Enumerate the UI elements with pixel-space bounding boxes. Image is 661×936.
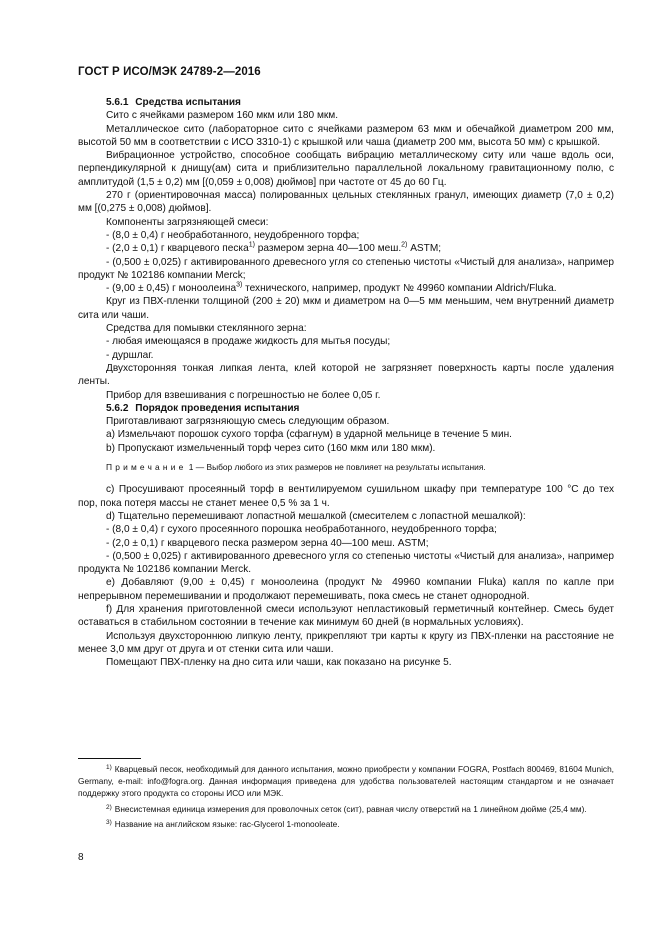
paragraph: Приготавливают загрязняющую смесь следующим образом. xyxy=(106,416,390,428)
paragraph: Помещают ПВХ-пленку на дно сита или чаши, как показано на рисунке 5. xyxy=(106,657,452,669)
footnote-ref: 1) xyxy=(248,241,255,249)
footnote-ref: 3) xyxy=(236,281,243,289)
footnote-mark: 2) xyxy=(106,803,112,811)
step-d: d) Тщательно перемешивают лопастной мешалкой (смесителем с лопастной мешалкой): xyxy=(106,510,526,522)
footnote-text: Кварцевый песок, необходимый для данного испытания, можно приобрести у компании FOGRA, Postfach 800469, 81604 Munich, Germany, e-mail: info@fogra.org. Данная информация приведена для удобства пользователей настоящим стандартом и не означает поддержку этого продукта со стороны ИСО или МЭК. xyxy=(78,764,614,799)
section-title: Средства испытания xyxy=(135,97,241,108)
paragraph: Вибрационное устройство, способное сообщать вибрацию металлическому ситу или чаше вдоль оси, перпендикулярной к днищу(ам) сита и приблизительно параллельной локальному гравитационному полю, с амплитудой (1,5 ± 0,2) мм [(0,059 ± 0,008) дюймов] при частоте от 45 до 60 Гц. xyxy=(78,150,614,188)
section-number: 5.6.2 xyxy=(106,402,129,414)
list-item: - (8,0 ± 0,4) г сухого просеянного порошка необработанного, неудобренного торфа; xyxy=(106,524,497,536)
paragraph: Используя двухстороннюю липкую ленту, прикрепляют три карты к кругу из ПВХ-пленки на расстояние не менее 3,0 мм друг от друга и от стенки сита или чаши. xyxy=(78,630,614,655)
paragraph: Компоненты загрязняющей смеси: xyxy=(106,216,269,228)
paragraph: Сито с ячейками размером 160 мкм или 180 мкм. xyxy=(106,110,339,122)
list-item-text: - (9,00 ± 0,45) г моноолеина xyxy=(106,283,237,295)
paragraph: Прибор для взвешивания с погрешностью не более 0,05 г. xyxy=(106,389,381,401)
footnotes xyxy=(78,763,614,833)
list-item: - дуршлаг. xyxy=(106,349,154,361)
page-number: 8 xyxy=(78,852,84,863)
step-a: a) Измельчают порошок сухого торфа (сфагнум) в ударной мельнице в течение 5 мин. xyxy=(106,429,512,441)
step-e: e) Добавляют (9,00 ± 0,45) г моноолеина (продукт № 49960 компании Fluka) капля по капле при непрерывном перемешивании и продолжают перемешивать, пока смесь не станет однородной. xyxy=(78,577,614,602)
note xyxy=(78,461,614,474)
document-header: ГОСТ Р ИСО/МЭК 24789-2—2016 xyxy=(78,66,261,78)
footnote-mark: 3) xyxy=(106,818,112,826)
list-item-text: размером зерна 40—100 меш. xyxy=(254,243,402,255)
step-b: b) Пропускают измельченный торф через сито (160 мкм или 180 мкм). xyxy=(106,442,436,454)
list-item: - (8,0 ± 0,4) г необработанного, неудобренного торфа; xyxy=(106,229,360,241)
footnote-text: Название на английском языке: rac-Glycerol 1-monooleate. xyxy=(114,818,340,829)
list-item: - (0,500 ± 0,025) г активированного древесного угля со степенью чистоты «Чистый для анализа», например продукта № 102186 компании Merck. xyxy=(78,550,614,576)
step-c: c) Просушивают просеянный торф в вентилируемом сушильном шкафу при температуре 100 °С до тех пор, пока потеря массы не станет менее 0,5 % за 1 ч. xyxy=(78,484,614,509)
section-number: 5.6.1 xyxy=(106,97,129,108)
list-item: - (2,0 ± 0,1) г кварцевого песка размером зерна 40—100 меш. ASTM; xyxy=(106,537,429,549)
list-item: - любая имеющаяся в продаже жидкость для мытья посуды; xyxy=(106,336,391,348)
note-text: 1 — Выбор любого из этих размеров не повлияет на результаты испытания. xyxy=(186,462,486,473)
paragraph: Круг из ПВХ-пленки толщиной (200 ± 20) мкм и диаметром на 0—5 мм меньшим, чем внутренний диаметр сита или чаши. xyxy=(78,296,614,321)
footnote-mark: 1) xyxy=(106,764,112,771)
footnote-3 xyxy=(78,818,614,830)
list-item xyxy=(78,282,614,295)
footnote-2 xyxy=(78,803,614,815)
paragraph: Двухсторонняя тонкая липкая лента, клей которой не загрязняет поверхность карты после удаления ленты. xyxy=(78,362,614,388)
footnote-text: Внесистемная единица измерения для проволочных сеток (сит), равная числу отверстий на 1 линейном дюйме (25,4 мм). xyxy=(114,803,587,814)
list-item-text: ASTM; xyxy=(407,243,442,255)
step-f: f) Для хранения приготовленной смеси используют непластиковый герметичный контейнер. Смесь будет оставаться в стабильном состоянии в течение как минимум 60 дней (в нормальных условиях). xyxy=(78,603,614,629)
paragraph: 270 г (ориентировочная масса) полированных цельных стеклянных гранул, имеющих диаметр (7,0 ± 0,2) мм [(0,275 ± 0,008) дюймов]. xyxy=(78,190,614,215)
paragraph: Средства для помывки стеклянного зерна: xyxy=(106,323,307,335)
list-item-text: технического, например, продукт № 49960 компании Aldrich/Fluka. xyxy=(242,283,557,295)
footnote-ref: 2) xyxy=(401,241,408,249)
paragraph: Металлическое сито (лабораторное сито с ячейками размером 63 мкм и обечайкой диаметром 200 мм, высотой 50 мм в соответствии с ИСО 3310-1) с крышкой или чаша (диаметр 200 мм, высота 50 мм) с крышкой. xyxy=(78,123,614,148)
section-heading-5-6-1 xyxy=(78,96,614,109)
list-item xyxy=(78,242,614,255)
note-label: Примечание xyxy=(106,462,187,473)
section-title: Порядок проведения испытания xyxy=(135,402,300,414)
document-body xyxy=(78,96,614,669)
list-item-text: - (2,0 ± 0,1) г кварцевого песка xyxy=(106,243,249,255)
section-heading-5-6-2 xyxy=(78,402,614,415)
footnote-divider xyxy=(78,758,141,759)
list-item: - (0,500 ± 0,025) г активированного древесного угля со степенью чистоты «Чистый для анализа», например продукт № 102186 компании Merck; xyxy=(78,256,614,281)
footnote-1 xyxy=(78,763,614,800)
